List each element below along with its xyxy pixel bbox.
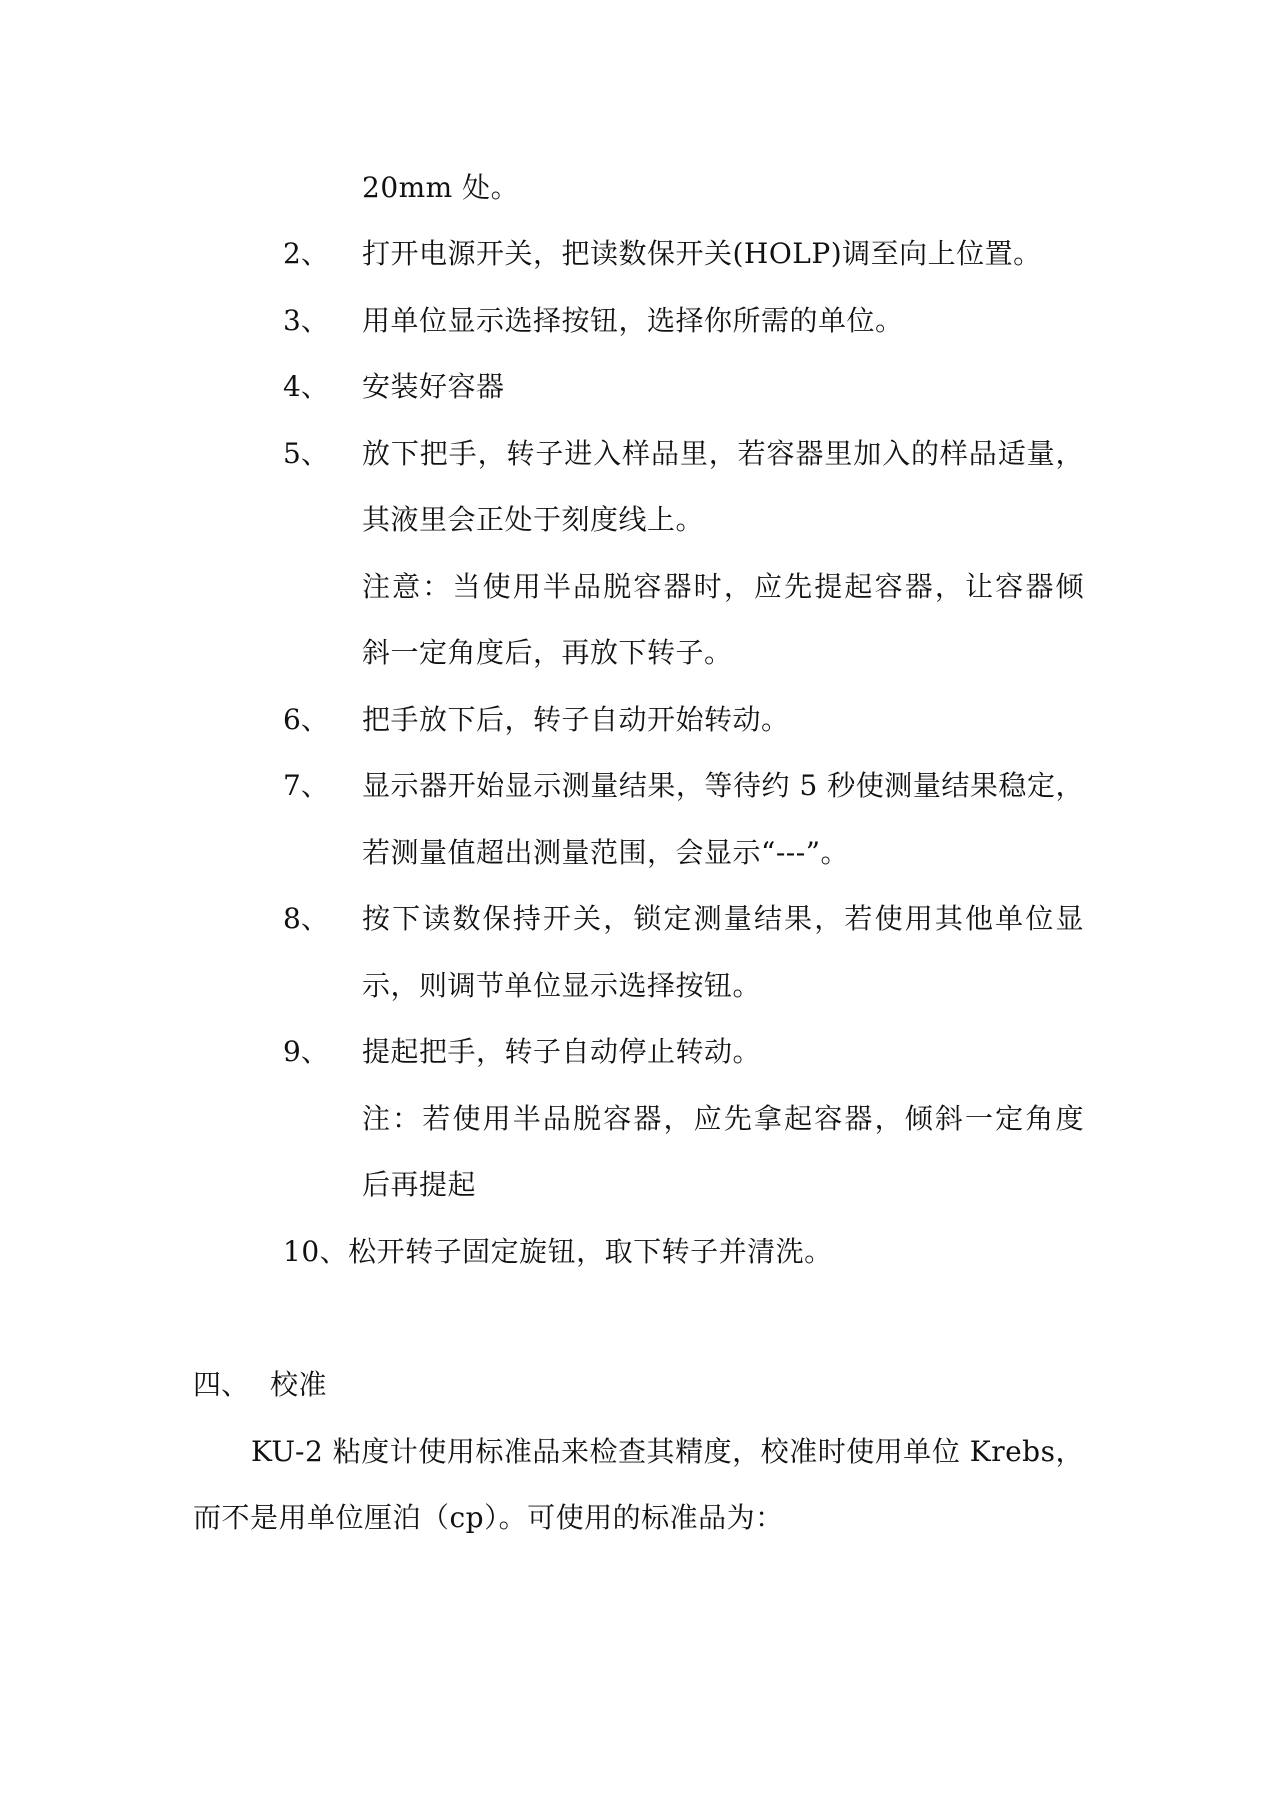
step-7-number: 7、: [283, 769, 329, 802]
step-5-note-line-1: 注意：当使用半品脱容器时，应先提起容器，让容器倾: [362, 570, 1084, 603]
step-7-line-2: 若测量值超出测量范围，会显示“---”。: [362, 836, 850, 869]
step-3-line-1: 用单位显示选择按钮，选择你所需的单位。: [362, 304, 904, 337]
section-paragraph-line-2: 而不是用单位厘泊（cp）。可使用的标准品为：: [193, 1501, 784, 1534]
step-9-note-line-1: 注：若使用半品脱容器，应先拿起容器，倾斜一定角度: [362, 1102, 1084, 1135]
step-7-line-1: 显示器开始显示测量结果，等待约 5 秒使测量结果稳定，: [362, 769, 1084, 802]
step-6-number: 6、: [283, 703, 329, 736]
step-9-line-1: 提起把手，转子自动停止转动。: [362, 1035, 762, 1068]
step-6-line-1: 把手放下后，转子自动开始转动。: [362, 703, 790, 736]
step-5-line-1: 放下把手，转子进入样品里，若容器里加入的样品适量，: [362, 437, 1084, 470]
step-8-number: 8、: [283, 902, 329, 935]
step-5-note-line-2: 斜一定角度后，再放下转子。: [362, 636, 733, 669]
step-4-line-1: 安装好容器: [362, 370, 505, 403]
step-9-note-line-2: 后再提起: [362, 1168, 477, 1201]
section-number: 四、: [193, 1368, 250, 1401]
step-4-number: 4、: [283, 370, 329, 403]
step-5-number: 5、: [283, 437, 329, 470]
step-3-number: 3、: [283, 304, 329, 337]
step-8-line-2: 示，则调节单位显示选择按钮。: [362, 969, 762, 1002]
step-8-line-1: 按下读数保持开关，锁定测量结果，若使用其他单位显: [362, 902, 1084, 935]
step-2-line-1: 打开电源开关，把读数保开关(HOLP)调至向上位置。: [362, 237, 1042, 270]
section-paragraph-line-1: KU-2 粘度计使用标准品来检查其精度，校准时使用单位 Krebs，: [251, 1435, 1084, 1468]
step-10-line-1: 10、松开转子固定旋钮，取下转子并清洗。: [283, 1235, 833, 1268]
step-9-number: 9、: [283, 1035, 329, 1068]
step-5-line-2: 其液里会正处于刻度线上。: [362, 503, 705, 536]
step-2-number: 2、: [283, 237, 329, 270]
step-1-line-1: 20mm 处。: [362, 171, 520, 204]
section-title: 校准: [270, 1368, 328, 1401]
